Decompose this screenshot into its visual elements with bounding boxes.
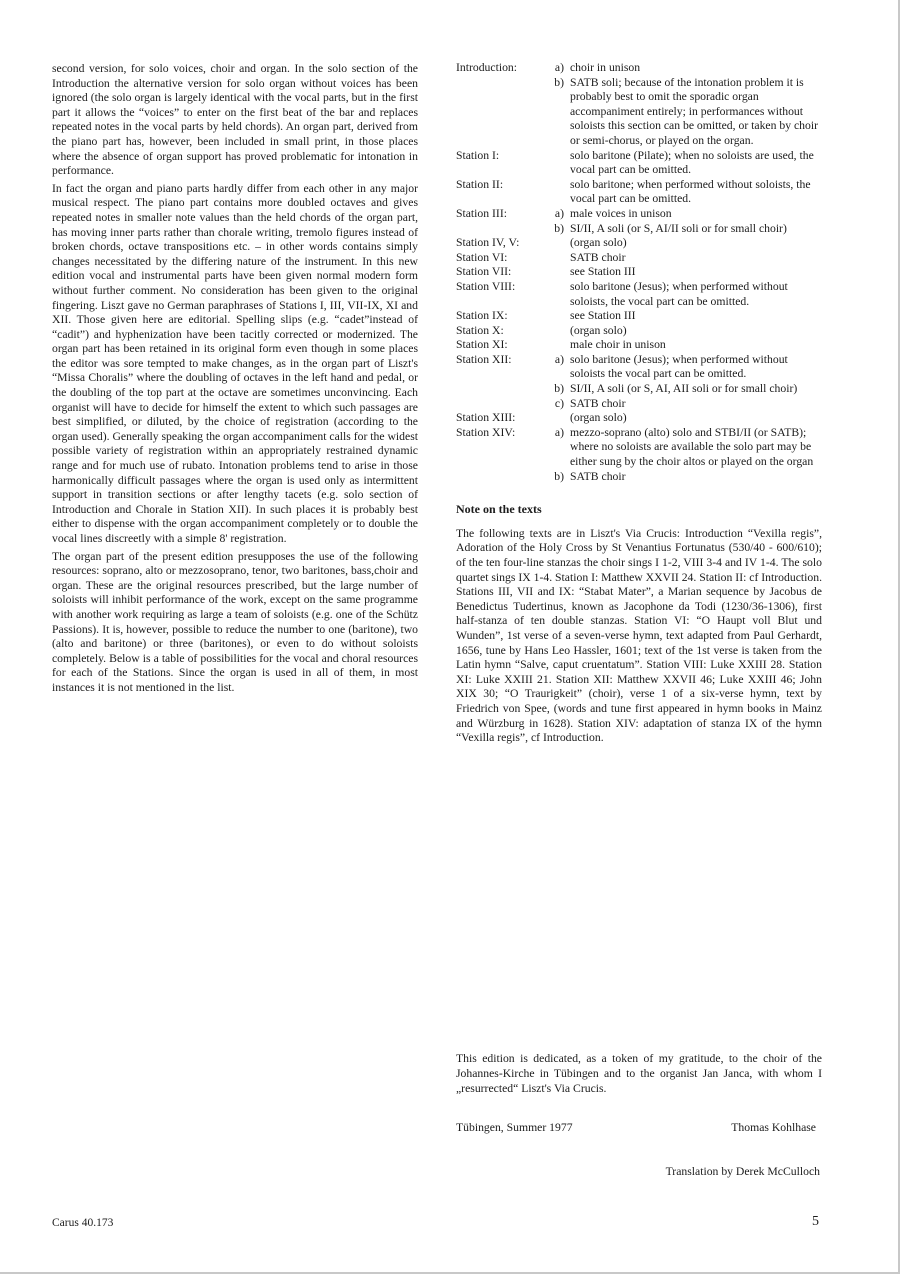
translator-credit: Translation by Derek McCulloch <box>665 1165 820 1178</box>
sub-label: b) <box>554 75 564 89</box>
table-row <box>456 149 822 178</box>
sub-label: b) <box>554 221 564 235</box>
station-label: Station XIII: <box>456 411 516 425</box>
station-label: Station XI: <box>456 338 508 352</box>
station-label: Station VIII: <box>456 279 516 293</box>
sub-label <box>542 411 570 426</box>
resource-description: male voices in unison <box>570 206 672 220</box>
table-row <box>456 207 822 222</box>
resources-table <box>456 61 822 484</box>
table-row <box>456 178 822 207</box>
author-name: Thomas Kohlhase <box>731 1121 816 1134</box>
table-row <box>456 251 822 266</box>
resource-description: solo baritone; when performed without soloists, the vocal part can be omitted. <box>570 177 811 206</box>
table-row <box>456 470 822 485</box>
sub-label: a) <box>554 352 564 366</box>
paragraph: In fact the organ and piano parts hardly differ from each other in any major musical respect. The piano part contains more doubled octaves and gives repeated notes in smaller note values than the held chords of the organ part, has moving inner parts rather than chorale writing, tremolo figures instead of broken chords, octave transpositions etc. – in other words contains simply changes necessitated by the differing nature of the instrument. In this new edition vocal and instrumental parts have been given normal modern form without further comment. No consideration has been given to the original fingering. Liszt gave no German paraphrases of Stations I, III, VII-IX, XI and XII. Those given here are editorial. Spelling slips (e.g. “cadet”instead of “cadit”) and hyphenization have been tacitly corrected or modernized. The organ part has been retained in its original form even though in some places the editor was sore tempted to make changes, as in the organ part of Liszt's “Missa Choralis” where the doubling of octaves in the left hand and pedal, or the doubling of the top part at the octave are sometimes unconvincing. Each organist will have to decide for himself the extent to which such passages are best simplified, or diluted, by the choice of registration (according to the organ used). Generally speaking the organ accompaniment calls for the widest possible variety of registration within an appropriately restrained dynamic range and for much use of rubato. Intonation problems tend to arise in those harmonically difficult passages where the organ is used only as intermittent support in transition sections or after lengthy tacets (e.g. solo section of Introduction and Chorale in Station XII). In such places it is probably best either to dispense with the organ accompaniment completely or to double the vocal lines discreetly with a simple 8' registration. <box>52 181 418 545</box>
station-label <box>456 470 542 485</box>
station-label: Station IV, V: <box>456 236 520 250</box>
station-label: Station XII: <box>456 352 512 366</box>
sub-label <box>542 251 570 266</box>
paragraph: The organ part of the present edition presupposes the use of the following resources: soprano, alto or mezzosoprano, tenor, two baritones, bass,choir and organ. These are the original resources prescribed, but the large number of soloists will inhibit performance of the work, except on the same programme with another work requiring as large a team of soloists (e.g. one of the Schütz Passions). It is, however, possible to reduce the number to one (baritone), two (alto and baritone) or three (baritones), or even to do without soloists completely. Below is a table of possibilities for the vocal and choral resources for each of the Stations. Since the organ is used in all of them, in most instances it is not mentioned in the list. <box>52 549 418 694</box>
notes-text: The following texts are in Liszt's Via Crucis: Introduction “Vexilla regis”, Adoration of the Holy Cross by St Venantius Fortunatus (530/40 - 600/610); of the ten four-line stanzas the choir sings I 1-2, VIII 3-4 and IV 1-4. The solo quartet sings IX 1-4. Station I: Matthew XXVII 24. Station II: cf Introduction. Stations III, VII and IX: “Stabat Mater”, a Marian sequence by Jacobus de Benedictus Tudertinus, known as Jacophone da Todi (1230/36-1306), first half-stanza of ten double stanzas. Station VI: “O Haupt voll Blut und Wunden”, 1st verse of a seven-verse hymn, text adapted from Paul Gerhardt, 1656, tune by Hans Leo Hassler, 1601; text of the 1st verse is taken from the Latin hymn “Salve, caput cruentatum”. Station VIII: Luke XXIII 28. Station XI: Luke XXIII 21. Station XII: Matthew XXVII 46; Luke XXIII 46; John XIX 30; “O Traurigkeit” (choir), verse 1 of a six-verse hymn, text by Friedrich von Spee, (words and tune first appeared in hymn books in Mainz and Würzburg in 1628). Station XIV: adaptation of stanza IX of the hymn “Vexilla regis”, cf Introduction. <box>456 526 822 745</box>
dedication-text: This edition is dedicated, as a token of my gratitude, to the choir of the Johannes-Kirche in Tübingen and to the organist Jan Janca, with whom I „resurrected“ Liszt's Via Crucis. <box>456 1052 822 1095</box>
table-row <box>456 265 822 280</box>
place-date: Tübingen, Summer 1977 <box>456 1121 573 1134</box>
table-row <box>456 309 822 324</box>
resource-description: (organ solo) <box>570 411 627 425</box>
sub-label <box>542 338 570 353</box>
resource-description: SATB choir <box>570 396 626 410</box>
station-label: Station XIV: <box>456 425 516 439</box>
sub-label <box>542 236 570 251</box>
catalog-number: Carus 40.173 <box>52 1217 114 1229</box>
table-row <box>456 236 822 251</box>
dedication <box>456 1052 822 1096</box>
station-label <box>456 397 542 412</box>
sub-label <box>542 309 570 324</box>
resource-description: SATB soli; because of the intonation problem it is probably best to omit the sporadic organ accompaniment entirely; in performances without soloists this section can be omitted, or taken by choir or semi-chorus, or played on the organ. <box>570 75 818 147</box>
station-label: Station II: <box>456 177 504 191</box>
table-row <box>456 61 822 76</box>
resource-description: choir in unison <box>570 61 641 74</box>
sub-label <box>542 149 570 178</box>
station-label <box>456 382 542 397</box>
paragraph: second version, for solo voices, choir and organ. In the solo section of the Introduction the alternative version for solo organ without voices has been ignored (the solo organ is largely identical with the vocal parts, but in the first part it allows the “voices” to enter on the first beat of the bar and replaces repeated notes in the vocal parts by held chords). An organ part, derived from the piano part has, however, been included in small print, in those places where the absence of organ support has proved problematic for intonation in performance. <box>52 62 418 178</box>
resource-description: solo baritone (Jesus); when performed without soloists, the vocal part can be omitted. <box>570 279 788 308</box>
resource-description: SI/II, A soli (or S, AI/II soli or for small choir) <box>570 221 787 235</box>
left-column <box>52 62 418 699</box>
table-row <box>456 353 822 382</box>
table-row <box>456 426 822 470</box>
table-row <box>456 382 822 397</box>
station-label: Station IX: <box>456 309 508 323</box>
resource-description: mezzo-soprano (alto) solo and STBI/II (or SATB); where no soloists are available the solo part may be either sung by the choir altos or played on the organ <box>570 425 814 469</box>
sub-label: a) <box>554 206 564 220</box>
station-label: Introduction: <box>456 61 518 74</box>
station-label: Station X: <box>456 323 504 337</box>
station-label: Station VI: <box>456 250 508 264</box>
sub-label: a) <box>554 425 564 439</box>
station-label: Station I: <box>456 148 500 162</box>
resource-description: solo baritone (Pilate); when no soloists are used, the vocal part can be omitted. <box>570 148 814 177</box>
sub-label: a) <box>554 61 564 74</box>
table-row <box>456 76 822 149</box>
station-label <box>456 76 542 149</box>
resource-description: SATB choir <box>570 469 626 483</box>
table-row <box>456 338 822 353</box>
table-row <box>456 280 822 309</box>
station-label <box>456 222 542 237</box>
page-number: 5 <box>812 1214 819 1229</box>
sub-label <box>542 178 570 207</box>
resource-description: see Station III <box>570 265 636 279</box>
resource-description: solo baritone (Jesus); when performed without soloists the vocal part can be omitted. <box>570 352 788 381</box>
station-label: Station VII: <box>456 265 512 279</box>
resource-description: (organ solo) <box>570 323 627 337</box>
notes-heading: Note on the texts <box>456 502 542 517</box>
sub-label: b) <box>554 469 564 483</box>
signature-row <box>456 1121 816 1134</box>
table-row <box>456 222 822 237</box>
table-row <box>456 397 822 412</box>
resource-description: (organ solo) <box>570 236 627 250</box>
sub-label <box>542 280 570 309</box>
sub-label <box>542 265 570 280</box>
table-row <box>456 324 822 339</box>
resource-description: SATB choir <box>570 250 626 264</box>
resource-description: SI/II, A soli (or S, AI, AII soli or for small choir) <box>570 382 798 396</box>
sub-label: c) <box>554 396 564 410</box>
sub-label: b) <box>554 382 564 396</box>
station-label: Station III: <box>456 206 507 220</box>
sub-label <box>542 324 570 339</box>
right-column <box>456 61 822 746</box>
table-row <box>456 411 822 426</box>
resource-description: see Station III <box>570 309 636 323</box>
resource-description: male choir in unison <box>570 338 666 352</box>
